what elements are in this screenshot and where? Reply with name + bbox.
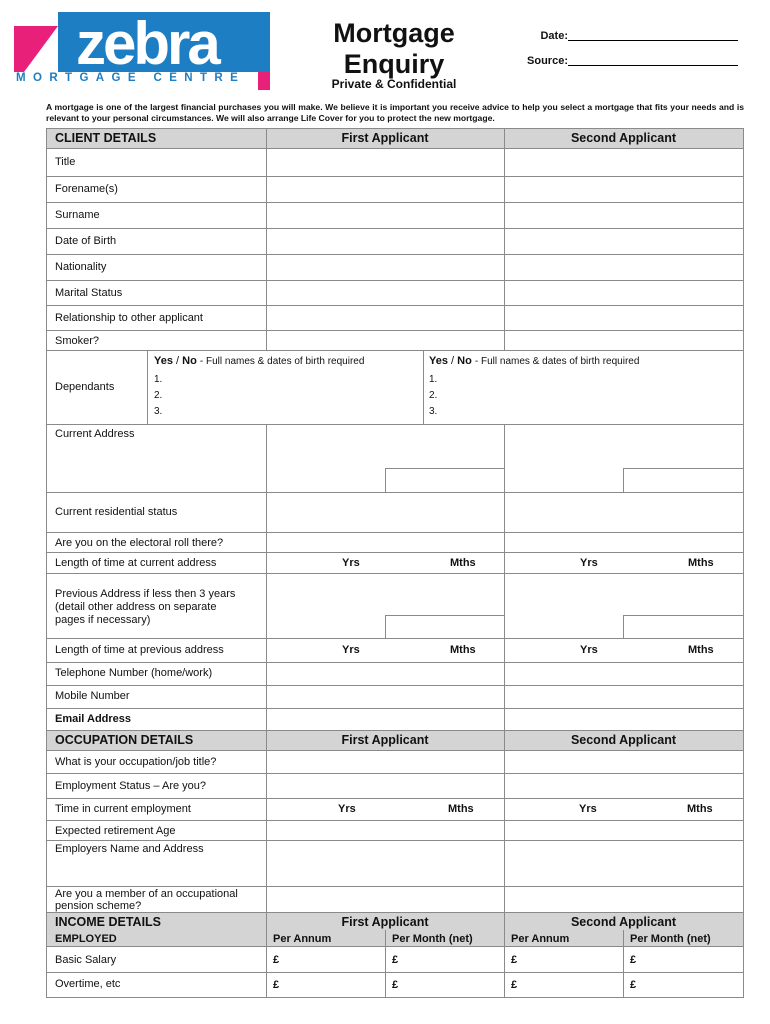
current-second-mths: Mths xyxy=(688,557,714,569)
surname-label: Surname xyxy=(55,209,100,221)
employment-status-label: Employment Status – Are you? xyxy=(55,780,207,792)
job-title-label: What is your occupation/job title? xyxy=(55,756,217,768)
smoker-label: Smoker? xyxy=(55,335,100,347)
title-label: Title xyxy=(55,156,76,168)
date-label: Date: xyxy=(540,30,568,42)
previous-first-yrs: Yrs xyxy=(342,644,360,656)
employment-second-yrs: Yrs xyxy=(579,803,597,815)
dependants-second-yes[interactable]: Yes xyxy=(429,355,448,367)
overtime-label: Overtime, etc xyxy=(55,978,121,990)
client-details-heading: CLIENT DETAILS xyxy=(55,131,157,145)
time-previous-address-label: Length of time at previous address xyxy=(55,644,224,656)
marital-status-label: Marital Status xyxy=(55,287,123,299)
nationality-label: Nationality xyxy=(55,261,107,273)
income-first-applicant-heading: First Applicant xyxy=(341,915,429,929)
employment-first-yrs: Yrs xyxy=(338,803,356,815)
dependants-first-slash: / xyxy=(176,355,180,367)
dependants-first-note: - Full names & dates of birth required xyxy=(199,356,365,367)
form-title-line1: Mortgage xyxy=(333,18,455,48)
dependants-first-no[interactable]: No xyxy=(182,355,197,367)
pension-label-1: Are you a member of an occupational xyxy=(55,888,238,900)
pension-label-2: pension scheme? xyxy=(55,900,142,912)
forenames-label: Forename(s) xyxy=(55,183,118,195)
income-details-heading: INCOME DETAILS xyxy=(55,915,162,929)
income-second-applicant-heading: Second Applicant xyxy=(570,915,677,929)
dependants-first-yes-no xyxy=(154,355,364,367)
occupation-first-applicant-heading: First Applicant xyxy=(341,733,429,747)
overtime-first-month-currency: £ xyxy=(392,979,399,991)
retirement-age-label: Expected retirement Age xyxy=(55,825,176,837)
dependants-second-slash: / xyxy=(451,355,455,367)
dependants-first-yes[interactable]: Yes xyxy=(154,355,173,367)
first-per-month-heading: Per Month (net) xyxy=(392,933,473,945)
dependant-first-1: 1. xyxy=(154,374,163,385)
current-second-yrs: Yrs xyxy=(580,557,598,569)
zebra-logo xyxy=(14,12,270,90)
basic-first-annum-currency: £ xyxy=(273,954,280,966)
source-label: Source: xyxy=(527,55,568,67)
date-field[interactable] xyxy=(568,28,738,41)
occupation-details-heading: OCCUPATION DETAILS xyxy=(55,733,194,747)
source-field[interactable] xyxy=(568,53,738,66)
dependant-first-2: 2. xyxy=(154,390,163,401)
client-second-applicant-heading: Second Applicant xyxy=(570,131,677,145)
previous-address-label-3: pages if necessary) xyxy=(55,614,151,626)
employer-label: Employers Name and Address xyxy=(55,843,204,855)
previous-second-mths: Mths xyxy=(688,644,714,656)
employment-second-mths: Mths xyxy=(687,803,713,815)
occupation-second-applicant-heading: Second Applicant xyxy=(570,733,677,747)
basic-salary-label: Basic Salary xyxy=(55,954,117,966)
dependants-second-no[interactable]: No xyxy=(457,355,472,367)
overtime-first-annum-currency: £ xyxy=(273,979,280,991)
dependants-label: Dependants xyxy=(55,381,115,393)
current-first-yrs: Yrs xyxy=(342,557,360,569)
second-per-annum-heading: Per Annum xyxy=(511,933,570,945)
current-address-label: Current Address xyxy=(55,428,135,440)
svg-text:zebra: zebra xyxy=(76,12,218,77)
mobile-label: Mobile Number xyxy=(55,690,130,702)
form-subtitle: Private & Confidential xyxy=(331,77,457,91)
basic-first-month-currency: £ xyxy=(392,954,399,966)
second-per-month-heading: Per Month (net) xyxy=(630,933,711,945)
previous-second-yrs: Yrs xyxy=(580,644,598,656)
email-label: Email Address xyxy=(55,713,132,725)
electoral-roll-label: Are you on the electoral roll there? xyxy=(55,537,224,549)
logo-tagline: MORTGAGE CENTRE xyxy=(16,72,246,84)
basic-second-month-currency: £ xyxy=(630,954,637,966)
dependants-second-note: - Full names & dates of birth required xyxy=(474,356,640,367)
residential-status-label: Current residential status xyxy=(55,506,178,518)
telephone-label: Telephone Number (home/work) xyxy=(55,667,213,679)
overtime-second-annum-currency: £ xyxy=(511,979,518,991)
time-employment-label: Time in current employment xyxy=(55,803,191,815)
client-first-applicant-heading: First Applicant xyxy=(341,131,429,145)
form-title-line2: Enquiry xyxy=(343,49,445,79)
previous-address-label-2: (detail other address on separate xyxy=(55,601,217,613)
dependant-second-1: 1. xyxy=(429,374,438,385)
dob-label: Date of Birth xyxy=(55,235,117,247)
dependant-second-3: 3. xyxy=(429,406,438,417)
relationship-label: Relationship to other applicant xyxy=(55,312,203,324)
previous-first-mths: Mths xyxy=(450,644,476,656)
intro-text: A mortgage is one of the largest financial purchases you will make. We believe it is important you receive advice to help you select a mortgage that fits your needs and is relevant to your personal circumstances. We will also arrange Life Cover for you to protect the new mortgage. xyxy=(46,102,744,123)
overtime-second-month-currency: £ xyxy=(630,979,637,991)
basic-second-annum-currency: £ xyxy=(511,954,518,966)
dependant-first-3: 3. xyxy=(154,406,163,417)
current-first-mths: Mths xyxy=(450,557,476,569)
previous-address-label-1: Previous Address if less then 3 years xyxy=(55,588,236,600)
time-current-address-label: Length of time at current address xyxy=(55,557,217,569)
dependant-second-2: 2. xyxy=(429,390,438,401)
employment-first-mths: Mths xyxy=(448,803,474,815)
dependants-second-yes-no xyxy=(429,355,639,367)
employed-subheading: EMPLOYED xyxy=(55,933,117,945)
first-per-annum-heading: Per Annum xyxy=(273,933,332,945)
